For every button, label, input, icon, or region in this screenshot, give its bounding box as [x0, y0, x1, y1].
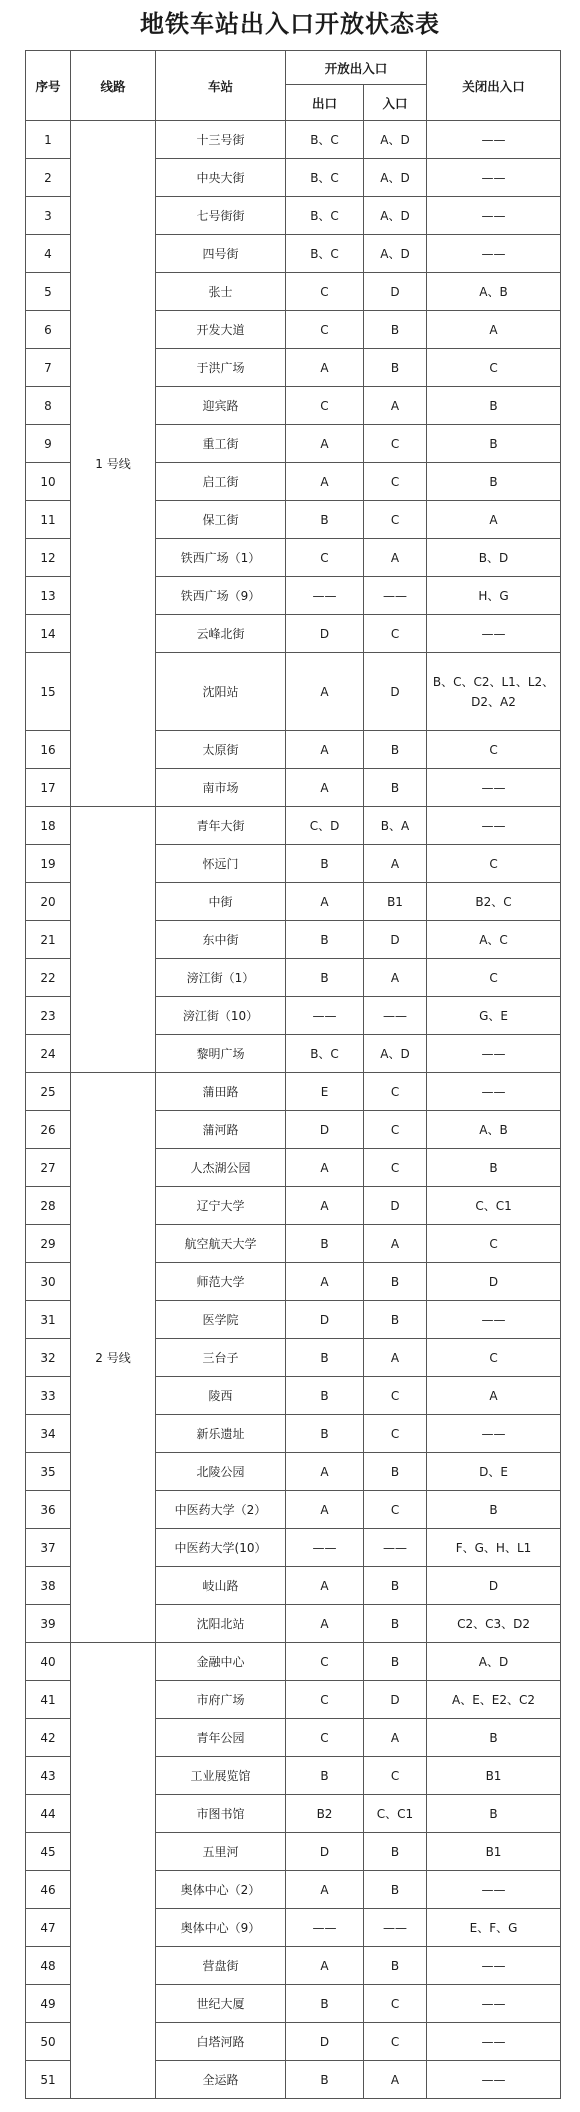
station-name: 工业展览馆 — [156, 1757, 286, 1795]
row-number: 30 — [26, 1263, 71, 1301]
row-number: 4 — [26, 235, 71, 273]
closed-cell: B、C、C2、L1、L2、D2、A2 — [427, 653, 561, 731]
entry-cell: C — [364, 1491, 427, 1529]
closed-cell: B2、C — [427, 883, 561, 921]
table-row — [26, 121, 561, 159]
row-number: 29 — [26, 1225, 71, 1263]
entry-cell: B — [364, 1871, 427, 1909]
closed-cell: B1 — [427, 1833, 561, 1871]
table-body — [26, 121, 561, 2099]
entry-cell: —— — [364, 577, 427, 615]
exit-cell: A — [286, 1947, 364, 1985]
exit-cell: B — [286, 1985, 364, 2023]
closed-cell: —— — [427, 197, 561, 235]
entry-cell: A — [364, 845, 427, 883]
station-name: 黎明广场 — [156, 1035, 286, 1073]
entry-cell: A — [364, 1225, 427, 1263]
row-number: 7 — [26, 349, 71, 387]
row-number: 51 — [26, 2061, 71, 2099]
exit-cell: C — [286, 273, 364, 311]
row-number: 10 — [26, 463, 71, 501]
entry-cell: D — [364, 1681, 427, 1719]
station-name: 辽宁大学 — [156, 1187, 286, 1225]
entry-cell: A — [364, 387, 427, 425]
entry-cell: C — [364, 1377, 427, 1415]
entry-cell: C — [364, 1757, 427, 1795]
closed-cell: —— — [427, 159, 561, 197]
station-name: 北陵公园 — [156, 1453, 286, 1491]
station-name: 太原街 — [156, 731, 286, 769]
line-cell: 1 号线 — [71, 121, 156, 807]
row-number: 20 — [26, 883, 71, 921]
exit-cell: A — [286, 463, 364, 501]
closed-cell: D — [427, 1263, 561, 1301]
exit-cell: B — [286, 501, 364, 539]
closed-cell: B、D — [427, 539, 561, 577]
closed-cell: C — [427, 1339, 561, 1377]
row-number: 44 — [26, 1795, 71, 1833]
exit-cell: B — [286, 921, 364, 959]
closed-cell: C — [427, 845, 561, 883]
entry-cell: C、C1 — [364, 1795, 427, 1833]
closed-cell: A、B — [427, 1111, 561, 1149]
closed-cell: —— — [427, 1035, 561, 1073]
closed-cell: B — [427, 425, 561, 463]
line-cell — [71, 1643, 156, 2099]
entry-cell: C — [364, 1985, 427, 2023]
closed-cell: D — [427, 1567, 561, 1605]
row-number: 16 — [26, 731, 71, 769]
row-number: 46 — [26, 1871, 71, 1909]
closed-cell: —— — [427, 807, 561, 845]
exit-cell: C — [286, 311, 364, 349]
station-name: 白塔河路 — [156, 2023, 286, 2061]
entry-cell: B — [364, 1605, 427, 1643]
station-name: 人杰湖公园 — [156, 1149, 286, 1187]
station-name: 沈阳北站 — [156, 1605, 286, 1643]
row-number: 38 — [26, 1567, 71, 1605]
station-name: 十三号街 — [156, 121, 286, 159]
station-name: 世纪大厦 — [156, 1985, 286, 2023]
entry-cell: D — [364, 653, 427, 731]
table-row — [26, 1073, 561, 1111]
station-name: 青年公园 — [156, 1719, 286, 1757]
closed-cell: B — [427, 1795, 561, 1833]
station-name: 于洪广场 — [156, 349, 286, 387]
row-number: 35 — [26, 1453, 71, 1491]
row-number: 28 — [26, 1187, 71, 1225]
station-name: 中医药大学(10） — [156, 1529, 286, 1567]
header-closed: 关闭出入口 — [427, 51, 561, 121]
entry-cell: B — [364, 731, 427, 769]
exit-cell: C — [286, 387, 364, 425]
closed-cell: C — [427, 959, 561, 997]
entry-cell: A — [364, 959, 427, 997]
exit-cell: B — [286, 2061, 364, 2099]
exit-cell: C、D — [286, 807, 364, 845]
exit-cell: A — [286, 1567, 364, 1605]
exit-cell: D — [286, 1301, 364, 1339]
entry-cell: C — [364, 615, 427, 653]
entry-cell: B — [364, 1567, 427, 1605]
station-name: 陵西 — [156, 1377, 286, 1415]
exit-cell: D — [286, 1833, 364, 1871]
row-number: 34 — [26, 1415, 71, 1453]
station-name: 奥体中心（2） — [156, 1871, 286, 1909]
row-number: 49 — [26, 1985, 71, 2023]
exit-cell: —— — [286, 1529, 364, 1567]
exit-cell: B、C — [286, 197, 364, 235]
station-name: 南市场 — [156, 769, 286, 807]
entry-cell: B — [364, 311, 427, 349]
closed-cell: C — [427, 349, 561, 387]
station-name: 启工街 — [156, 463, 286, 501]
station-name: 铁西广场（9） — [156, 577, 286, 615]
station-name: 营盘街 — [156, 1947, 286, 1985]
line-cell — [71, 807, 156, 1073]
entry-cell: A、D — [364, 197, 427, 235]
closed-cell: H、G — [427, 577, 561, 615]
exit-cell: A — [286, 425, 364, 463]
station-name: 张士 — [156, 273, 286, 311]
closed-cell: B — [427, 1719, 561, 1757]
exit-cell: A — [286, 1263, 364, 1301]
closed-cell: —— — [427, 2061, 561, 2099]
entry-cell: C — [364, 463, 427, 501]
station-name: 云峰北街 — [156, 615, 286, 653]
row-number: 39 — [26, 1605, 71, 1643]
exit-cell: A — [286, 1491, 364, 1529]
exit-cell: C — [286, 1681, 364, 1719]
closed-cell: B — [427, 1149, 561, 1187]
row-number: 25 — [26, 1073, 71, 1111]
closed-cell: C — [427, 731, 561, 769]
closed-cell: —— — [427, 2023, 561, 2061]
row-number: 41 — [26, 1681, 71, 1719]
closed-cell: A、B — [427, 273, 561, 311]
station-name: 三台子 — [156, 1339, 286, 1377]
entry-cell: C — [364, 501, 427, 539]
exit-cell: B、C — [286, 121, 364, 159]
entry-cell: B — [364, 1643, 427, 1681]
header-station: 车站 — [156, 51, 286, 121]
closed-cell: B — [427, 463, 561, 501]
station-name: 蒲河路 — [156, 1111, 286, 1149]
row-number: 50 — [26, 2023, 71, 2061]
exit-cell: D — [286, 1111, 364, 1149]
exit-cell: A — [286, 1871, 364, 1909]
closed-cell: C、C1 — [427, 1187, 561, 1225]
station-name: 滂江街（1） — [156, 959, 286, 997]
exit-cell: B — [286, 1339, 364, 1377]
entry-cell: C — [364, 425, 427, 463]
closed-cell: A、E、E2、C2 — [427, 1681, 561, 1719]
exit-cell: A — [286, 1605, 364, 1643]
row-number: 14 — [26, 615, 71, 653]
closed-cell: A — [427, 501, 561, 539]
exit-cell: C — [286, 1643, 364, 1681]
closed-cell: A、D — [427, 1643, 561, 1681]
entry-cell: B — [364, 1453, 427, 1491]
closed-cell: E、F、G — [427, 1909, 561, 1947]
row-number: 6 — [26, 311, 71, 349]
entry-cell: A — [364, 2061, 427, 2099]
exit-cell: B — [286, 1225, 364, 1263]
entry-cell: D — [364, 273, 427, 311]
entry-cell: A、D — [364, 235, 427, 273]
row-number: 31 — [26, 1301, 71, 1339]
row-number: 18 — [26, 807, 71, 845]
row-number: 27 — [26, 1149, 71, 1187]
exit-cell: C — [286, 1719, 364, 1757]
entry-cell: B1 — [364, 883, 427, 921]
row-number: 26 — [26, 1111, 71, 1149]
station-name: 五里河 — [156, 1833, 286, 1871]
station-name: 奥体中心（9） — [156, 1909, 286, 1947]
entry-cell: C — [364, 1111, 427, 1149]
station-name: 航空航天大学 — [156, 1225, 286, 1263]
closed-cell: —— — [427, 1947, 561, 1985]
exit-cell: —— — [286, 577, 364, 615]
station-name: 开发大道 — [156, 311, 286, 349]
row-number: 45 — [26, 1833, 71, 1871]
exit-cell: A — [286, 1453, 364, 1491]
station-name: 中街 — [156, 883, 286, 921]
station-name: 东中街 — [156, 921, 286, 959]
station-name: 七号街街 — [156, 197, 286, 235]
exit-cell: B、C — [286, 159, 364, 197]
entry-cell: D — [364, 921, 427, 959]
table-row — [26, 807, 561, 845]
exit-cell: A — [286, 653, 364, 731]
station-name: 中医药大学（2） — [156, 1491, 286, 1529]
row-number: 8 — [26, 387, 71, 425]
exit-cell: B — [286, 959, 364, 997]
station-name: 岐山路 — [156, 1567, 286, 1605]
row-number: 15 — [26, 653, 71, 731]
exit-cell: D — [286, 2023, 364, 2061]
station-name: 全运路 — [156, 2061, 286, 2099]
table-row — [26, 1643, 561, 1681]
row-number: 22 — [26, 959, 71, 997]
closed-cell: —— — [427, 1301, 561, 1339]
entry-cell: B — [364, 769, 427, 807]
station-name: 迎宾路 — [156, 387, 286, 425]
exit-cell: A — [286, 731, 364, 769]
station-name: 中央大街 — [156, 159, 286, 197]
row-number: 17 — [26, 769, 71, 807]
closed-cell: —— — [427, 1415, 561, 1453]
row-number: 2 — [26, 159, 71, 197]
header-exit: 出口 — [286, 85, 364, 121]
row-number: 36 — [26, 1491, 71, 1529]
row-number: 1 — [26, 121, 71, 159]
exit-cell: C — [286, 539, 364, 577]
row-number: 9 — [26, 425, 71, 463]
exit-cell: B、C — [286, 1035, 364, 1073]
row-number: 12 — [26, 539, 71, 577]
station-name: 医学院 — [156, 1301, 286, 1339]
row-number: 13 — [26, 577, 71, 615]
exit-cell: D — [286, 615, 364, 653]
closed-cell: D、E — [427, 1453, 561, 1491]
entry-cell: D — [364, 1187, 427, 1225]
station-name: 铁西广场（1） — [156, 539, 286, 577]
closed-cell: B1 — [427, 1757, 561, 1795]
entry-cell: B — [364, 1833, 427, 1871]
row-number: 40 — [26, 1643, 71, 1681]
entry-cell: B — [364, 1263, 427, 1301]
closed-cell: —— — [427, 121, 561, 159]
entry-cell: A — [364, 1339, 427, 1377]
station-name: 市府广场 — [156, 1681, 286, 1719]
entry-cell: A、D — [364, 121, 427, 159]
station-name: 重工街 — [156, 425, 286, 463]
exit-cell: B — [286, 845, 364, 883]
station-name: 师范大学 — [156, 1263, 286, 1301]
closed-cell: —— — [427, 235, 561, 273]
station-status-table — [25, 50, 561, 2099]
row-number: 42 — [26, 1719, 71, 1757]
closed-cell: —— — [427, 1871, 561, 1909]
entry-cell: —— — [364, 1909, 427, 1947]
station-name: 青年大街 — [156, 807, 286, 845]
closed-cell: B — [427, 1491, 561, 1529]
closed-cell: C — [427, 1225, 561, 1263]
station-name: 金融中心 — [156, 1643, 286, 1681]
station-name: 蒲田路 — [156, 1073, 286, 1111]
closed-cell: A — [427, 311, 561, 349]
row-number: 43 — [26, 1757, 71, 1795]
row-number: 5 — [26, 273, 71, 311]
station-name: 沈阳站 — [156, 653, 286, 731]
entry-cell: C — [364, 1149, 427, 1187]
exit-cell: B — [286, 1757, 364, 1795]
closed-cell: F、G、H、L1 — [427, 1529, 561, 1567]
closed-cell: A、C — [427, 921, 561, 959]
exit-cell: A — [286, 1187, 364, 1225]
exit-cell: A — [286, 769, 364, 807]
header-line: 线路 — [71, 51, 156, 121]
station-name: 滂江街（10） — [156, 997, 286, 1035]
closed-cell: B — [427, 387, 561, 425]
row-number: 3 — [26, 197, 71, 235]
row-number: 47 — [26, 1909, 71, 1947]
closed-cell: —— — [427, 1073, 561, 1111]
entry-cell: A — [364, 539, 427, 577]
header-open: 开放出入口 — [286, 51, 427, 85]
row-number: 33 — [26, 1377, 71, 1415]
row-number: 37 — [26, 1529, 71, 1567]
exit-cell: A — [286, 1149, 364, 1187]
entry-cell: B — [364, 1301, 427, 1339]
closed-cell: C2、C3、D2 — [427, 1605, 561, 1643]
entry-cell: B — [364, 349, 427, 387]
closed-cell: —— — [427, 615, 561, 653]
entry-cell: A — [364, 1719, 427, 1757]
row-number: 19 — [26, 845, 71, 883]
header-seq: 序号 — [26, 51, 71, 121]
row-number: 24 — [26, 1035, 71, 1073]
entry-cell: —— — [364, 997, 427, 1035]
header-row — [26, 51, 561, 85]
entry-cell: A、D — [364, 159, 427, 197]
exit-cell: A — [286, 349, 364, 387]
exit-cell: B — [286, 1377, 364, 1415]
page-title: 地铁车站出入口开放状态表 — [140, 9, 440, 38]
exit-cell: A — [286, 883, 364, 921]
station-name: 四号街 — [156, 235, 286, 273]
exit-cell: B、C — [286, 235, 364, 273]
header-entry: 入口 — [364, 85, 427, 121]
closed-cell: —— — [427, 1985, 561, 2023]
row-number: 11 — [26, 501, 71, 539]
exit-cell: B — [286, 1415, 364, 1453]
line-cell: 2 号线 — [71, 1073, 156, 1643]
row-number: 23 — [26, 997, 71, 1035]
row-number: 32 — [26, 1339, 71, 1377]
station-name: 保工街 — [156, 501, 286, 539]
exit-cell: B2 — [286, 1795, 364, 1833]
closed-cell: A — [427, 1377, 561, 1415]
row-number: 21 — [26, 921, 71, 959]
exit-cell: —— — [286, 1909, 364, 1947]
closed-cell: —— — [427, 769, 561, 807]
entry-cell: C — [364, 1415, 427, 1453]
row-number: 48 — [26, 1947, 71, 1985]
exit-cell: —— — [286, 997, 364, 1035]
entry-cell: B — [364, 1947, 427, 1985]
exit-cell: E — [286, 1073, 364, 1111]
station-name: 市图书馆 — [156, 1795, 286, 1833]
entry-cell: —— — [364, 1529, 427, 1567]
entry-cell: B、A — [364, 807, 427, 845]
entry-cell: C — [364, 1073, 427, 1111]
entry-cell: C — [364, 2023, 427, 2061]
station-name: 新乐遗址 — [156, 1415, 286, 1453]
entry-cell: A、D — [364, 1035, 427, 1073]
station-name: 怀远门 — [156, 845, 286, 883]
closed-cell: G、E — [427, 997, 561, 1035]
